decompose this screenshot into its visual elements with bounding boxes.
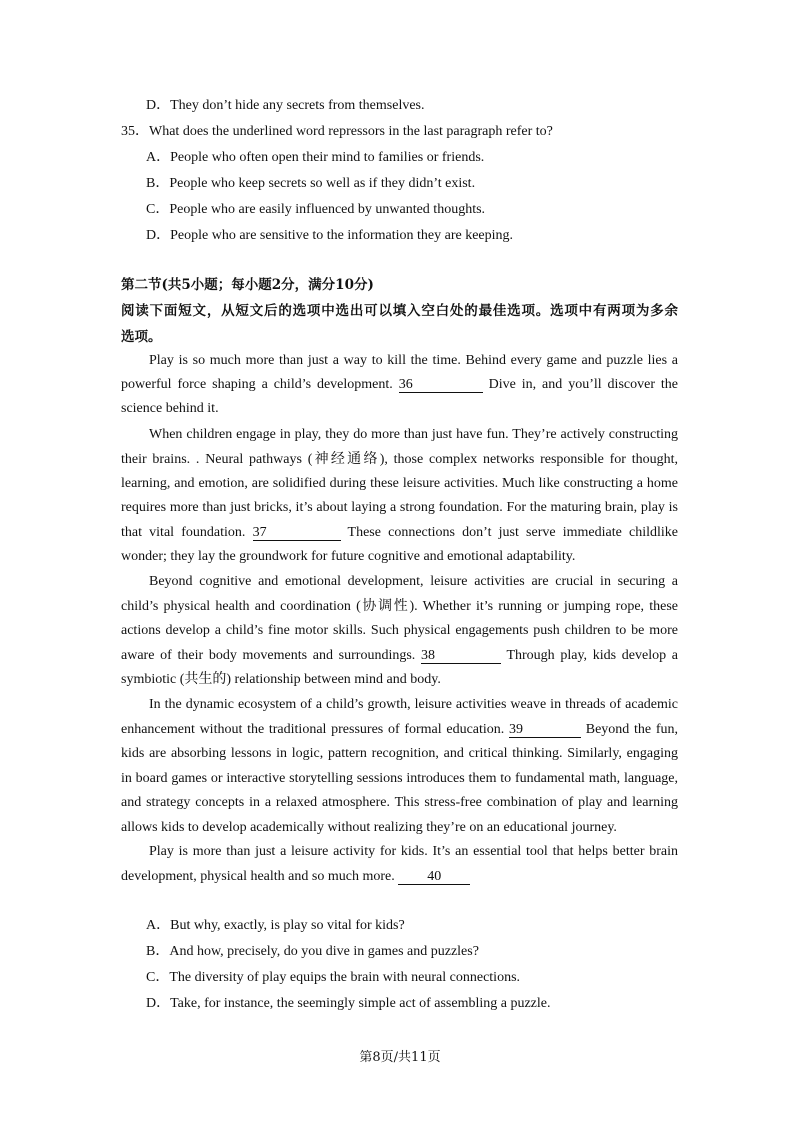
passage-line: science behind it. [121, 401, 219, 416]
passage-text: Beyond the fun, [585, 722, 678, 737]
passage-line: learning, and emotion, are solidified during these leisure activities. Much like constructing a home [121, 476, 678, 491]
passage-text: powerful force shaping a child’s development. [121, 377, 393, 392]
blank-37: 37 [253, 525, 341, 541]
passage-line: When children engage in play, they do more than just have fun. They’re actively constructing [149, 427, 678, 442]
passage-line: Play is more than just a leisure activity for kids. It’s an essential tool that helps better brain [149, 844, 678, 859]
passage-line: actions develop a child’s fine motor skills. Such physical engagements push children to be more [121, 623, 678, 638]
q35-option-a: A．People who often open their mind to families or friends. [146, 150, 485, 165]
passage-line: allows kids to develop academically without realizing they’re on an educational journey. [121, 820, 617, 835]
q35-option-b: B．People who keep secrets so well as if they didn’t exist. [146, 176, 476, 191]
section-instruction-cont: 选项。 [121, 329, 162, 345]
choice-c: C．The diversity of play equips the brain with neural connections. [146, 970, 521, 985]
passage-text: development, physical health and so much more. [121, 869, 395, 884]
q34-option-d: D．They don’t hide any secrets from themselves. [146, 98, 425, 113]
passage-line: in board games or interactive storytelling sessions introduces them to fundamental math, language, [121, 771, 678, 786]
passage-text: that vital foundation. [121, 525, 246, 540]
passage-line [121, 868, 470, 886]
passage-line: their brains. . Neural pathways (神经通络), those complex networks responsible for thought, [121, 452, 678, 467]
passage-line [121, 647, 678, 665]
section-heading: 第二节(共5小题；每小题2分，满分10分) [121, 277, 374, 293]
choice-a: A．But why, exactly, is play so vital for kids? [146, 918, 405, 933]
section-instruction: 阅读下面短文，从短文后的选项中选出可以填入空白处的最佳选项。选项中有两项为多余 [121, 303, 678, 319]
blank-36: 36 [399, 377, 483, 393]
passage-line: requires more than just bricks, it’s about laying a strong foundation. For the maturing brain, play is [121, 500, 678, 515]
passage-line: child’s physical health and coordination (协调性). Whether it’s running or jumping rope, these [121, 599, 678, 614]
passage-line: wonder; they lay the groundwork for future cognitive and emotional adaptability. [121, 549, 576, 564]
passage-text: Through play, kids develop a [506, 648, 679, 663]
passage-line: kids are absorbing lessons in logic, pattern recognition, and critical thinking. Similarly, engaging [121, 746, 678, 761]
passage-line: Play is so much more than just a way to kill the time. Behind every game and puzzle lies a [149, 353, 678, 368]
q35-option-c: C．People who are easily influenced by unwanted thoughts. [146, 202, 486, 217]
passage-line [121, 376, 678, 394]
passage-text: aware of their body movements and surroundings. [121, 648, 416, 663]
passage-text: Dive in, and you’ll discover the [488, 377, 678, 392]
passage-line: and strategy concepts in a relaxed atmosphere. This stress-free combination of play and learning [121, 795, 678, 810]
passage-line [121, 524, 678, 542]
choice-b: B．And how, precisely, do you dive in games and puzzles? [146, 944, 479, 959]
passage-line [121, 721, 678, 739]
passage-line: In the dynamic ecosystem of a child’s growth, leisure activities weave in threads of academic [149, 697, 678, 712]
q35-option-d: D．People who are sensitive to the information they are keeping. [146, 228, 514, 243]
passage-line: symbiotic (共生的) relationship between mind and body. [121, 672, 441, 687]
blank-40: 40 [398, 869, 470, 885]
page-number: 第8页/共11页 [359, 1050, 441, 1065]
passage-text: These connections don’t just serve immediate childlike [347, 525, 679, 540]
passage-line: Beyond cognitive and emotional development, leisure activities are crucial in securing a [149, 574, 678, 589]
blank-39: 39 [509, 722, 581, 738]
blank-38: 38 [421, 648, 501, 664]
passage-text: enhancement without the traditional pressures of formal education. [121, 722, 505, 737]
q35-stem: 35．What does the underlined word repressors in the last paragraph refer to? [121, 124, 553, 139]
choice-d: D．Take, for instance, the seemingly simple act of assembling a puzzle. [146, 996, 551, 1011]
